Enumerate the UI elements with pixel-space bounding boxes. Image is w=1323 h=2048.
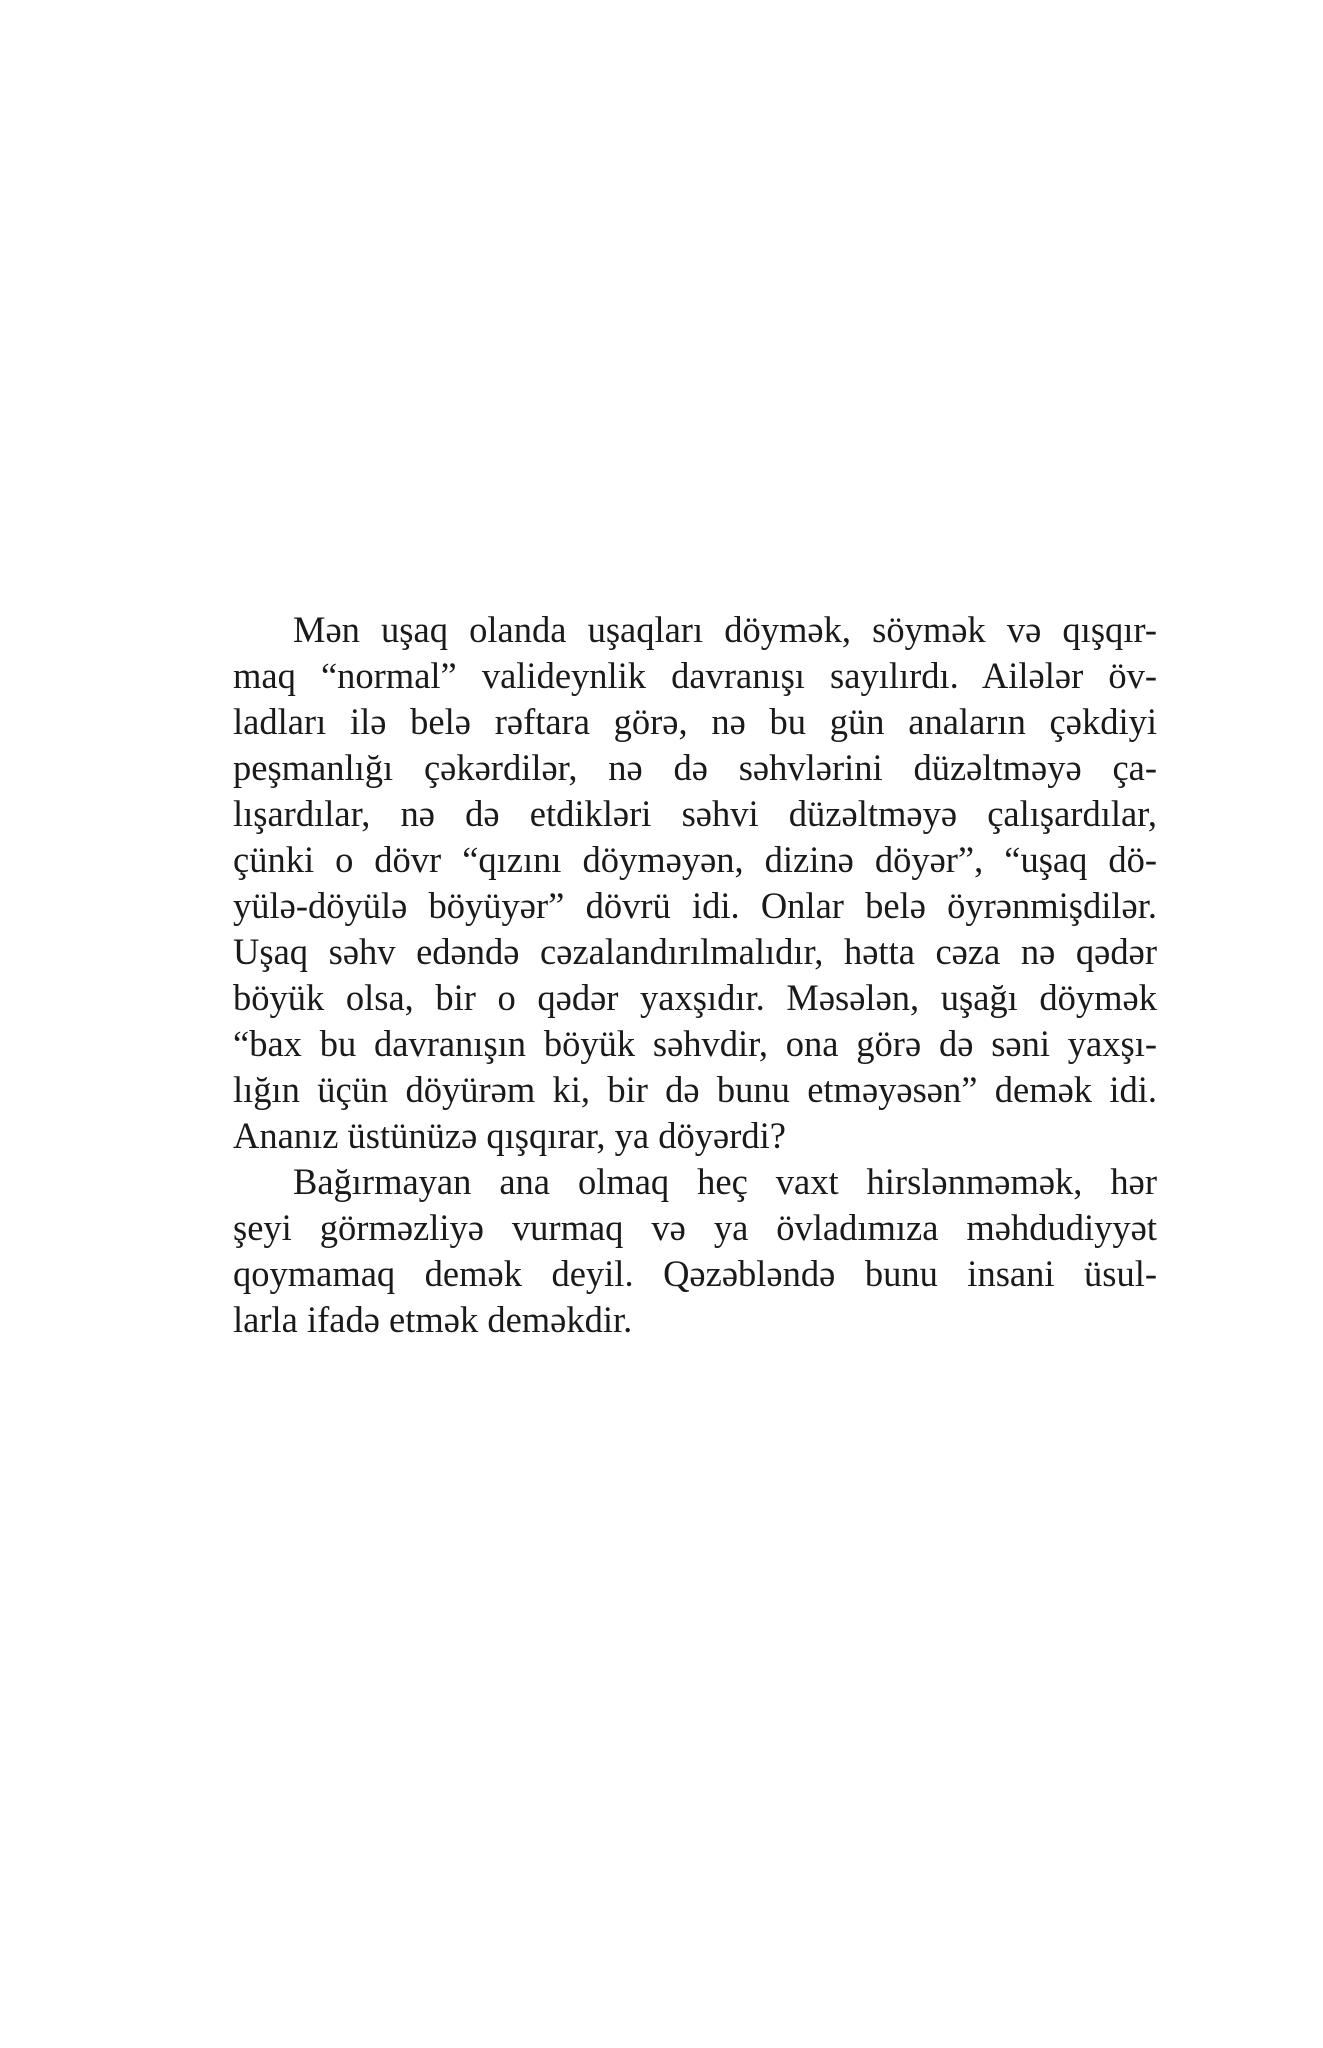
- text-line: ladları ilə belə rəftara görə, nə bu gün anaların çəkdiyi: [233, 701, 1157, 742]
- text-line: çünki o dövr “qızını döyməyən, dizinə döyər”, “uşaq dö-: [233, 839, 1157, 880]
- text-line: Ananız üstünüzə qışqırar, ya döyərdi?: [233, 1115, 786, 1156]
- text-line: böyük olsa, bir o qədər yaxşıdır. Məsələn, uşağı döymək: [233, 977, 1157, 1018]
- text-line: lığın üçün döyürəm ki, bir də bunu etməyəsən” demək idi.: [233, 1069, 1157, 1110]
- text-line: şeyi görməzliyə vurmaq və ya övladımıza məhdudiyyət: [233, 1207, 1157, 1248]
- text-line: Uşaq səhv edəndə cəzalandırılmalıdır, hətta cəza nə qədər: [233, 931, 1157, 972]
- body-text: [173, 607, 1157, 1343]
- text-line: “bax bu davranışın böyük səhvdir, ona görə də səni yaxşı-: [233, 1023, 1157, 1064]
- paragraph-2: [173, 1159, 1157, 1343]
- paragraph-1: [173, 607, 1157, 1159]
- text-line: lışardılar, nə də etdikləri səhvi düzəltməyə çalışardılar,: [233, 793, 1157, 834]
- text-line: peşmanlığı çəkərdilər, nə də səhvlərini düzəltməyə ça-: [233, 747, 1157, 788]
- text-line: Bağırmayan ana olmaq heç vaxt hirslənməmək, hər: [293, 1161, 1157, 1202]
- text-line: yülə-döyülə böyüyər” dövrü idi. Onlar belə öyrənmişdilər.: [233, 885, 1157, 926]
- text-line: qoymamaq demək deyil. Qəzəbləndə bunu insani üsul-: [233, 1253, 1157, 1294]
- text-line: Mən uşaq olanda uşaqları döymək, söymək və qışqır-: [293, 609, 1157, 650]
- text-line: maq “normal” valideynlik davranışı sayılırdı. Ailələr öv-: [233, 655, 1157, 696]
- text-line: larla ifadə etmək deməkdir.: [233, 1299, 633, 1340]
